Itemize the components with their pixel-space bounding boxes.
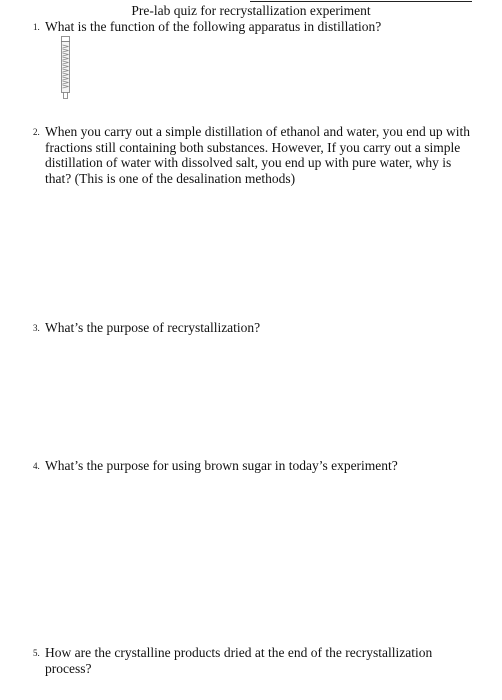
question-1 <box>33 19 478 35</box>
question-4 <box>33 458 478 474</box>
question-4-number: 4. <box>33 461 40 471</box>
question-1-text: What is the function of the following apparatus in distillation? <box>45 19 382 34</box>
question-3-number: 3. <box>33 323 40 333</box>
top-divider-line <box>250 1 472 2</box>
question-5 <box>33 645 478 676</box>
question-5-text: How are the crystalline products dried at the end of the recrystallization process? <box>45 645 433 676</box>
question-2 <box>33 124 478 186</box>
question-4-text: What’s the purpose for using brown sugar in today’s experiment? <box>45 458 398 473</box>
question-1-number: 1. <box>33 22 40 32</box>
question-3-text: What’s the purpose of recrystallization? <box>45 320 261 335</box>
question-3 <box>33 320 478 336</box>
page-title: Pre-lab quiz for recrystallization experiment <box>131 3 371 18</box>
question-2-text: When you carry out a simple distillation of ethanol and water, you end up with fractions still containing both substances. However, If you carry out a simple distillation of water with dissolved salt, you end up with pure water, why is that? (This is one of the desalination methods) <box>45 124 470 186</box>
question-5-number: 5. <box>33 648 40 658</box>
question-2-number: 2. <box>33 127 40 137</box>
fractionating-column-icon <box>60 36 71 100</box>
